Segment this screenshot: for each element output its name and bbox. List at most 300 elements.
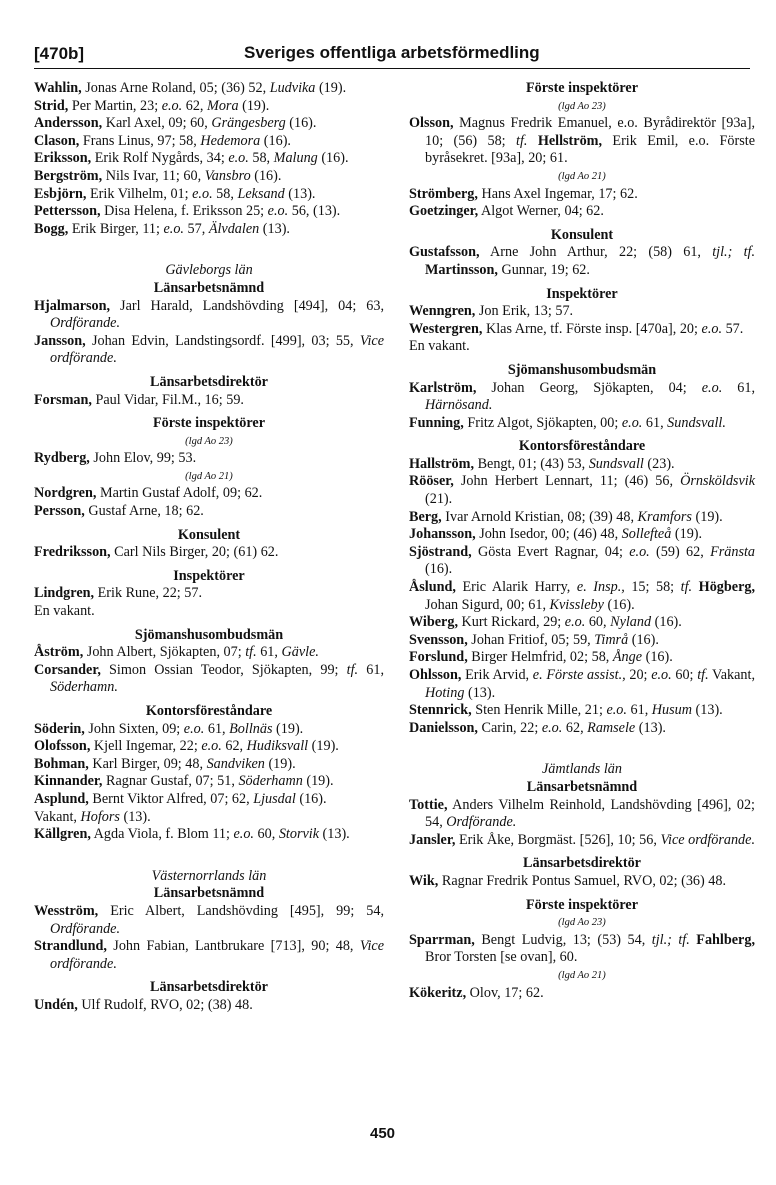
entry-name: Andersson, (34, 115, 103, 132)
entry-text: Erik Birger, 11; (68, 220, 164, 237)
entry-text: Bror Torsten [se ovan], 60. (425, 949, 578, 966)
entry-text: Kurt Rickard, 29; (458, 614, 565, 631)
entry-italic: Ånge (612, 649, 643, 666)
entry-plain (34, 603, 384, 621)
entry-text: Magnus Fredrik Emanuel, e.o. Byrådirektör [93a], 10; (56) 58; (425, 115, 755, 149)
entry-name: Högberg, (698, 579, 756, 596)
entry-text: Hans Axel Ingemar, 17; 62. (477, 185, 638, 202)
entry-text: 15; 58; (624, 579, 681, 596)
entry-name: Jansler, (409, 831, 456, 848)
entry-italic: e.o. (606, 702, 627, 719)
entry-text: Sten Henrik Mille, 21; (471, 702, 607, 719)
entry (34, 333, 384, 368)
entry (409, 632, 755, 650)
entry-italic: Sollefteå (621, 526, 672, 543)
page-reference: [470b] (34, 44, 85, 63)
entry-text: (19). (315, 80, 347, 96)
entry-text: (16). (285, 115, 317, 132)
entry-italic: e.o. (161, 97, 183, 114)
entry-name: Berg, (409, 508, 442, 525)
region-heading: Gävleborgs län (165, 262, 253, 279)
entry-name: Rydberg, (34, 450, 90, 467)
entry (409, 115, 755, 168)
entry-name: Sparrman, (409, 931, 475, 948)
entry-text: (13). (464, 684, 496, 701)
entry-italic: tf. (680, 579, 693, 596)
left-column (34, 80, 384, 1015)
entry-italic: e. Insp., (576, 579, 625, 596)
section-heading: Inspektörer (173, 567, 245, 584)
entry-name: Eriksson, (34, 150, 92, 167)
entry-name: Wesström, (34, 902, 99, 919)
entry-italic: Malung (273, 150, 318, 167)
entry-text: (13). (284, 185, 316, 202)
entry-italic: Sundsvall (588, 455, 644, 472)
entry (409, 985, 755, 1003)
entry-name: Karlström, (409, 379, 477, 396)
entry-text: Eric Alarik Harry, (455, 579, 577, 596)
page-header (34, 40, 750, 69)
entry-text: (13). (119, 808, 151, 825)
entry-text: 61, (722, 379, 756, 396)
entry-name: Fahlberg, (696, 931, 755, 948)
entry (409, 702, 755, 720)
entry-text: Per Martin, 23; (68, 97, 162, 114)
entry (34, 721, 384, 739)
entry-name: Åslund, (409, 579, 456, 596)
entry-text: Paul Vidar, Fil.M., 16; 59. (91, 391, 244, 408)
entry-text: (59) 62, (649, 543, 711, 560)
entry-name: Martinsson, (425, 261, 498, 278)
entry (409, 932, 755, 967)
entry-italic: Härnösand. (425, 397, 493, 414)
entry-italic: Grängesberg (211, 115, 286, 132)
entry-text: Arne John Arthur, 22; (58) 61, (479, 244, 713, 261)
entry-name: Forslund, (409, 649, 468, 666)
entry-text: Bernt Viktor Alfred, 07; 62, (88, 790, 254, 807)
entry-text: Gösta Evert Ragnar, 04; (471, 543, 630, 560)
entry-text: Karl Birger, 09; 48, (88, 755, 207, 772)
entry-italic: e.o. (201, 738, 222, 755)
entry-italic: Söderhamn. (50, 679, 118, 696)
entry-name: Esbjörn, (34, 185, 87, 202)
entry (34, 298, 384, 333)
entry-text: Simon Ossian Teodor, Sjökapten, 99; (100, 661, 347, 678)
entry-name: Bergström, (34, 167, 103, 184)
entry (409, 797, 755, 832)
entry (34, 80, 384, 98)
entry-text: Ragnar Gustaf, 07; 51, (102, 773, 239, 790)
entry-italic: tf. (697, 667, 709, 683)
section-heading: Länsarbetsnämnd (153, 279, 265, 296)
entry-text: 60, (585, 614, 611, 631)
entry-text: 60; (671, 667, 698, 683)
entry-italic: Vice ordförande. (50, 332, 384, 367)
entry-text: (16). (642, 649, 673, 666)
entry (34, 997, 384, 1015)
entry-text: Johan Georg, Sjökapten, 04; (476, 379, 702, 396)
entry-italic: tf. (346, 661, 359, 678)
entry-text: Gustaf Arne, 18; 62. (84, 503, 204, 520)
entry-text: Erik Rune, 22; 57. (94, 585, 203, 602)
entry-italic: Sundsvall. (667, 414, 726, 431)
entry-name: Söderin, (34, 720, 85, 737)
entry-name: Goetzinger, (409, 203, 479, 220)
entry-text: Erik Emil, e.o. Förste byråsekret. [93a], 20; 61. (425, 132, 756, 167)
entry (34, 115, 384, 133)
entry-text: Bengt, 01; (43) 53, (474, 455, 589, 472)
entry-name: Strid, (34, 97, 69, 114)
entry-text: (16). (295, 790, 327, 807)
entry-italic: Ludvika (269, 80, 316, 96)
entry-text: Erik Arvid, (461, 667, 533, 683)
entry-text: John Isedor, 00; (46) 48, (475, 526, 622, 543)
entry (34, 791, 384, 809)
entry-text: 58, (248, 150, 274, 167)
entry-italic: Ramsele (587, 719, 636, 736)
entry-name: Lindgren, (34, 585, 95, 602)
entry-name: Hjalmarson, (34, 297, 111, 314)
entry-italic: e.o. (701, 320, 723, 337)
entry-italic: Älvdalen (208, 220, 260, 237)
entry (409, 544, 755, 579)
entry-text: (21). (425, 491, 453, 508)
entry (34, 133, 384, 151)
entry-name: Svensson, (409, 631, 468, 648)
entry-text: Ulf Rudolf, RVO, 02; (38) 48. (77, 996, 253, 1013)
entry-text: Erik Rolf Nygårds, 34; (91, 150, 229, 167)
right-column (409, 80, 755, 1002)
entry-name: Nordgren, (34, 485, 97, 502)
section-heading: Länsarbetsnämnd (526, 778, 638, 795)
entry-text: 61, (626, 702, 652, 719)
entry-italic: e.o. (651, 667, 672, 683)
entry-name: Johansson, (409, 526, 476, 543)
entry-text: Jon Erik, 13; 57. (475, 303, 574, 320)
entry-italic: e.o. (163, 220, 184, 237)
entry-name: Sjöstrand, (409, 543, 472, 560)
entry-italic: Vice ordförande. (50, 938, 384, 972)
entry (409, 415, 755, 433)
section-heading: Länsarbetsnämnd (153, 885, 265, 902)
entry-name: Forsman, (34, 391, 92, 408)
entry (409, 186, 755, 204)
entry-name: Rööser, (409, 473, 454, 490)
entry-italic: e.o. (233, 826, 254, 843)
entry (34, 221, 384, 239)
section-heading: Inspektörer (546, 285, 618, 302)
entry-italic: Sandviken (206, 755, 265, 772)
section-heading: Sjömanshusombudsmän (507, 361, 657, 378)
entry (409, 456, 755, 474)
entry-italic: Gävle. (281, 644, 319, 661)
entry-text: 58, (212, 185, 238, 202)
entry-text: En vakant. (409, 338, 470, 355)
entry-italic: e.o. (629, 543, 650, 560)
entry-text: Johan Sigurd, 00; 61, (425, 596, 550, 613)
entry-text: Disa Helena, f. Eriksson 25; (100, 203, 268, 220)
entry-plain (409, 338, 755, 356)
entry (409, 380, 755, 415)
entry-name: Westergren, (409, 320, 483, 337)
entry-text: 62, (221, 738, 247, 755)
entry-plain (34, 809, 384, 827)
entry-italic: tf. (516, 132, 528, 149)
entry-name: Funning, (409, 414, 464, 431)
entry-text: En vakant. (34, 603, 95, 620)
entry (409, 526, 755, 544)
entry (409, 873, 755, 891)
entry-italic: tf. (245, 644, 257, 661)
section-heading: Kontorsföreståndare (145, 703, 273, 719)
entry-name: Olsson, (409, 115, 454, 132)
entry-name: Gustafsson, (409, 244, 480, 261)
entry-italic: e.o. (183, 720, 205, 737)
entry-name: Clason, (34, 132, 80, 149)
entry-text: 61, (204, 720, 230, 737)
entry-text: (16). (317, 150, 349, 167)
entry-text: 57, (183, 220, 209, 237)
entry-italic: e.o. (228, 150, 249, 167)
entry-text: Carl Nils Birger, 20; (61) 62. (110, 544, 279, 561)
entry-text: (19). (671, 526, 703, 543)
entry-name: Jansson, (34, 332, 86, 349)
entry-text: 61, (642, 414, 668, 431)
entry-text: (19). (272, 720, 304, 737)
entry-name: Åström, (34, 644, 84, 661)
entry (34, 938, 384, 973)
entry (34, 203, 384, 221)
section-heading: Länsarbetsdirektör (150, 979, 268, 996)
entry-name: Danielsson, (409, 719, 478, 736)
entry-text: Martin Gustaf Adolf, 09; 62. (96, 485, 263, 502)
entry-text: John Albert, Sjökapten, 07; (83, 644, 246, 661)
entry (34, 662, 384, 697)
entry (34, 903, 384, 938)
page-title: Sveriges offentliga arbetsförmedling (244, 43, 540, 62)
entry-italic: Vice ordförande. (660, 831, 755, 848)
entry-name: Hellström, (537, 132, 603, 149)
entry-text: Eric Albert, Landshövding [495], 99; 54, (98, 902, 384, 919)
section-heading: Kontorsföreståndare (518, 438, 646, 455)
entry-text: Gunnar, 19; 62. (497, 261, 590, 278)
entry-italic: e.o. (541, 719, 563, 736)
entry-italic: Hedemora (200, 132, 261, 149)
entry-text: (16). (628, 631, 659, 648)
entry-text: (19). (238, 97, 270, 114)
entry-text: Kjell Ingemar, 22; (90, 738, 202, 755)
entry-text: Birger Helmfrid, 02; 58, (467, 649, 613, 666)
entry-italic: e.o. (564, 614, 586, 631)
entry-italic: Mora (207, 97, 239, 114)
entry-italic: Kvissleby (549, 596, 604, 613)
entry-name: Tottie, (409, 796, 448, 813)
entry-italic: Vansbro (204, 167, 251, 184)
entry (34, 168, 384, 186)
entry (409, 614, 755, 632)
entry-text: Olov, 17; 62. (466, 984, 544, 1001)
page-number: 450 (370, 1125, 396, 1142)
entry-italic: e.o. (192, 185, 213, 202)
entry-name: Källgren, (34, 826, 91, 843)
entry-italic: e.o. (267, 203, 289, 220)
entry (409, 203, 755, 221)
entry (34, 544, 384, 562)
entry-text: John Fabian, Lantbrukare [713], 90; 48, (106, 938, 360, 955)
section-heading: Länsarbetsdirektör (523, 855, 641, 872)
entry-text: Frans Linus, 97; 58, (79, 132, 201, 149)
entry-name: Bogg, (34, 220, 69, 237)
entry-text: Agda Viola, f. Blom 11; (90, 826, 234, 843)
section-heading: Konsulent (550, 226, 614, 243)
entry (409, 244, 755, 279)
entry (34, 186, 384, 204)
entry-italic: Timrå (594, 631, 629, 648)
entry-text: Karl Axel, 09; 60, (102, 115, 212, 132)
entry-text: John Sixten, 09; (84, 720, 184, 737)
entry-italic: Fränsta (710, 543, 755, 560)
entry (409, 509, 755, 527)
entry-text: (16). (260, 132, 291, 149)
entry (409, 303, 755, 321)
entry-name: Ohlsson, (409, 667, 462, 683)
entry (34, 773, 384, 791)
entry-name: Wahlin, (34, 80, 82, 96)
entry-text: Fritz Algot, Sjökapten, 00; (463, 414, 622, 431)
entry-text: (16). (651, 614, 682, 631)
entry (409, 720, 755, 738)
entry-italic: e.o. (701, 379, 723, 396)
entry-text: Vakant, (34, 808, 81, 825)
entry-text: Erik Åke, Borgmäst. [526], 10; 56, (455, 831, 661, 848)
entry-name: Undén, (34, 996, 78, 1013)
entry-italic: Storvik (278, 826, 319, 843)
entry-text: Algot Werner, 04; 62. (478, 203, 604, 220)
entry-text: Ivar Arnold Kristian, 08; (39) 48, (441, 508, 638, 525)
entry (34, 98, 384, 116)
entry (34, 503, 384, 521)
entry-name: Fredriksson, (34, 544, 111, 561)
subsection-note: (lgd Ao 21) (558, 969, 606, 981)
section-heading: Sjömanshusombudsmän (134, 626, 284, 643)
entry-name: Hallström, (409, 455, 475, 472)
entry-italic: Bollnäs (229, 720, 273, 737)
entry-italic: Nyland (610, 614, 652, 631)
entry-italic: Hudiksvall (246, 738, 309, 755)
entry-name: Wenngren, (409, 303, 476, 320)
entry-italic: Ordförande. (50, 920, 121, 937)
subsection-note: (lgd Ao 23) (185, 435, 233, 447)
entry-italic: Leksand (237, 185, 285, 202)
entry-text: Ragnar Fredrik Pontus Samuel, RVO, 02; (36) 48. (438, 872, 727, 889)
entry-italic: Ordförande. (50, 315, 121, 332)
entry-text: (13). (319, 826, 350, 843)
region-heading: Västernorrlands län (151, 867, 267, 884)
entry-text: 56, (13). (288, 203, 341, 220)
entry-text: 62, (562, 719, 588, 736)
entry-italic: Kramfors (637, 508, 692, 525)
entry-text: Erik Vilhelm, 01; (86, 185, 193, 202)
entry-name: Bohman, (34, 755, 89, 772)
section-heading: Förste inspektörer (525, 80, 639, 96)
entry-name: Strandlund, (34, 938, 107, 955)
entry-text: (13). (259, 220, 290, 237)
entry-name: Corsander, (34, 661, 101, 678)
entry-text: Nils Ivar, 11; 60, (102, 167, 205, 184)
entry-text: 62, (182, 97, 208, 114)
entry-name: Kinnander, (34, 773, 103, 790)
entry (34, 450, 384, 468)
entry-text: (13). (635, 719, 666, 736)
entry-text: (19). (264, 755, 296, 772)
entry-text: John Elov, 99; 53. (89, 450, 197, 467)
entry-name: Stennrick, (409, 702, 472, 719)
entry-italic: Ljusdal (253, 790, 296, 807)
entry-italic: Hofors (80, 808, 120, 825)
entry-italic: Ordförande. (446, 814, 517, 831)
entry-name: Wiberg, (409, 614, 458, 631)
entry-text: Jonas Arne Roland, 05; (36) 52, (81, 80, 270, 96)
entry-name: Asplund, (34, 790, 89, 807)
entry-italic: tjl.; tf. (651, 931, 690, 948)
entry-text: Vakant, (708, 667, 755, 683)
section-heading: Konsulent (177, 526, 241, 543)
entry (409, 321, 755, 339)
entry (34, 150, 384, 168)
entry-name: Olofsson, (34, 738, 91, 755)
entry (409, 649, 755, 667)
entry-text: (16). (250, 167, 282, 184)
entry-text: (13). (691, 702, 723, 719)
entry-text: John Herbert Lennart, 11; (46) 56, (453, 473, 681, 490)
entry-name: Strömberg, (409, 185, 478, 202)
subsection-note: (lgd Ao 21) (185, 470, 233, 482)
entry-name: Kökeritz, (409, 984, 467, 1001)
entry (34, 644, 384, 662)
entry-text: 61, (256, 644, 282, 661)
entry-text: Klas Arne, tf. Förste insp. [470a], 20; (482, 320, 702, 337)
entry-text: Jarl Harald, Landshövding [494], 04; 63, (110, 297, 384, 314)
subsection-note: (lgd Ao 23) (558, 917, 606, 929)
subsection-note: (lgd Ao 23) (558, 100, 606, 112)
entry (409, 832, 755, 850)
entry (34, 485, 384, 503)
entry-italic: Örnsköldsvik (680, 473, 755, 490)
entry (409, 667, 755, 702)
entry (34, 392, 384, 410)
entry-name: Pettersson, (34, 203, 101, 220)
entry-text: (19). (691, 508, 723, 525)
entry-name: Wik, (409, 872, 439, 889)
entry-text: 57. (722, 320, 744, 337)
entry-text: Carin, 22; (477, 719, 542, 736)
entry-text: 60, (253, 826, 279, 843)
entry-text: (16). (603, 596, 635, 613)
entry (34, 826, 384, 844)
entry-italic: e. Förste assist., (532, 667, 626, 683)
entry-text: (19). (308, 738, 339, 755)
section-heading: Förste inspektörer (525, 896, 639, 913)
entry-italic: e.o. (621, 414, 643, 431)
entry-italic: tjl.; tf. (712, 244, 755, 261)
entry-italic: Husum (651, 702, 692, 719)
entry-text: Johan Edvin, Landstingsordf. [499], 03; 55, (85, 332, 360, 349)
entry (409, 579, 755, 614)
entry-text: 20; (625, 667, 652, 683)
entry (409, 473, 755, 508)
entry-text: 61, (358, 661, 385, 678)
section-heading: Förste inspektörer (152, 415, 266, 432)
